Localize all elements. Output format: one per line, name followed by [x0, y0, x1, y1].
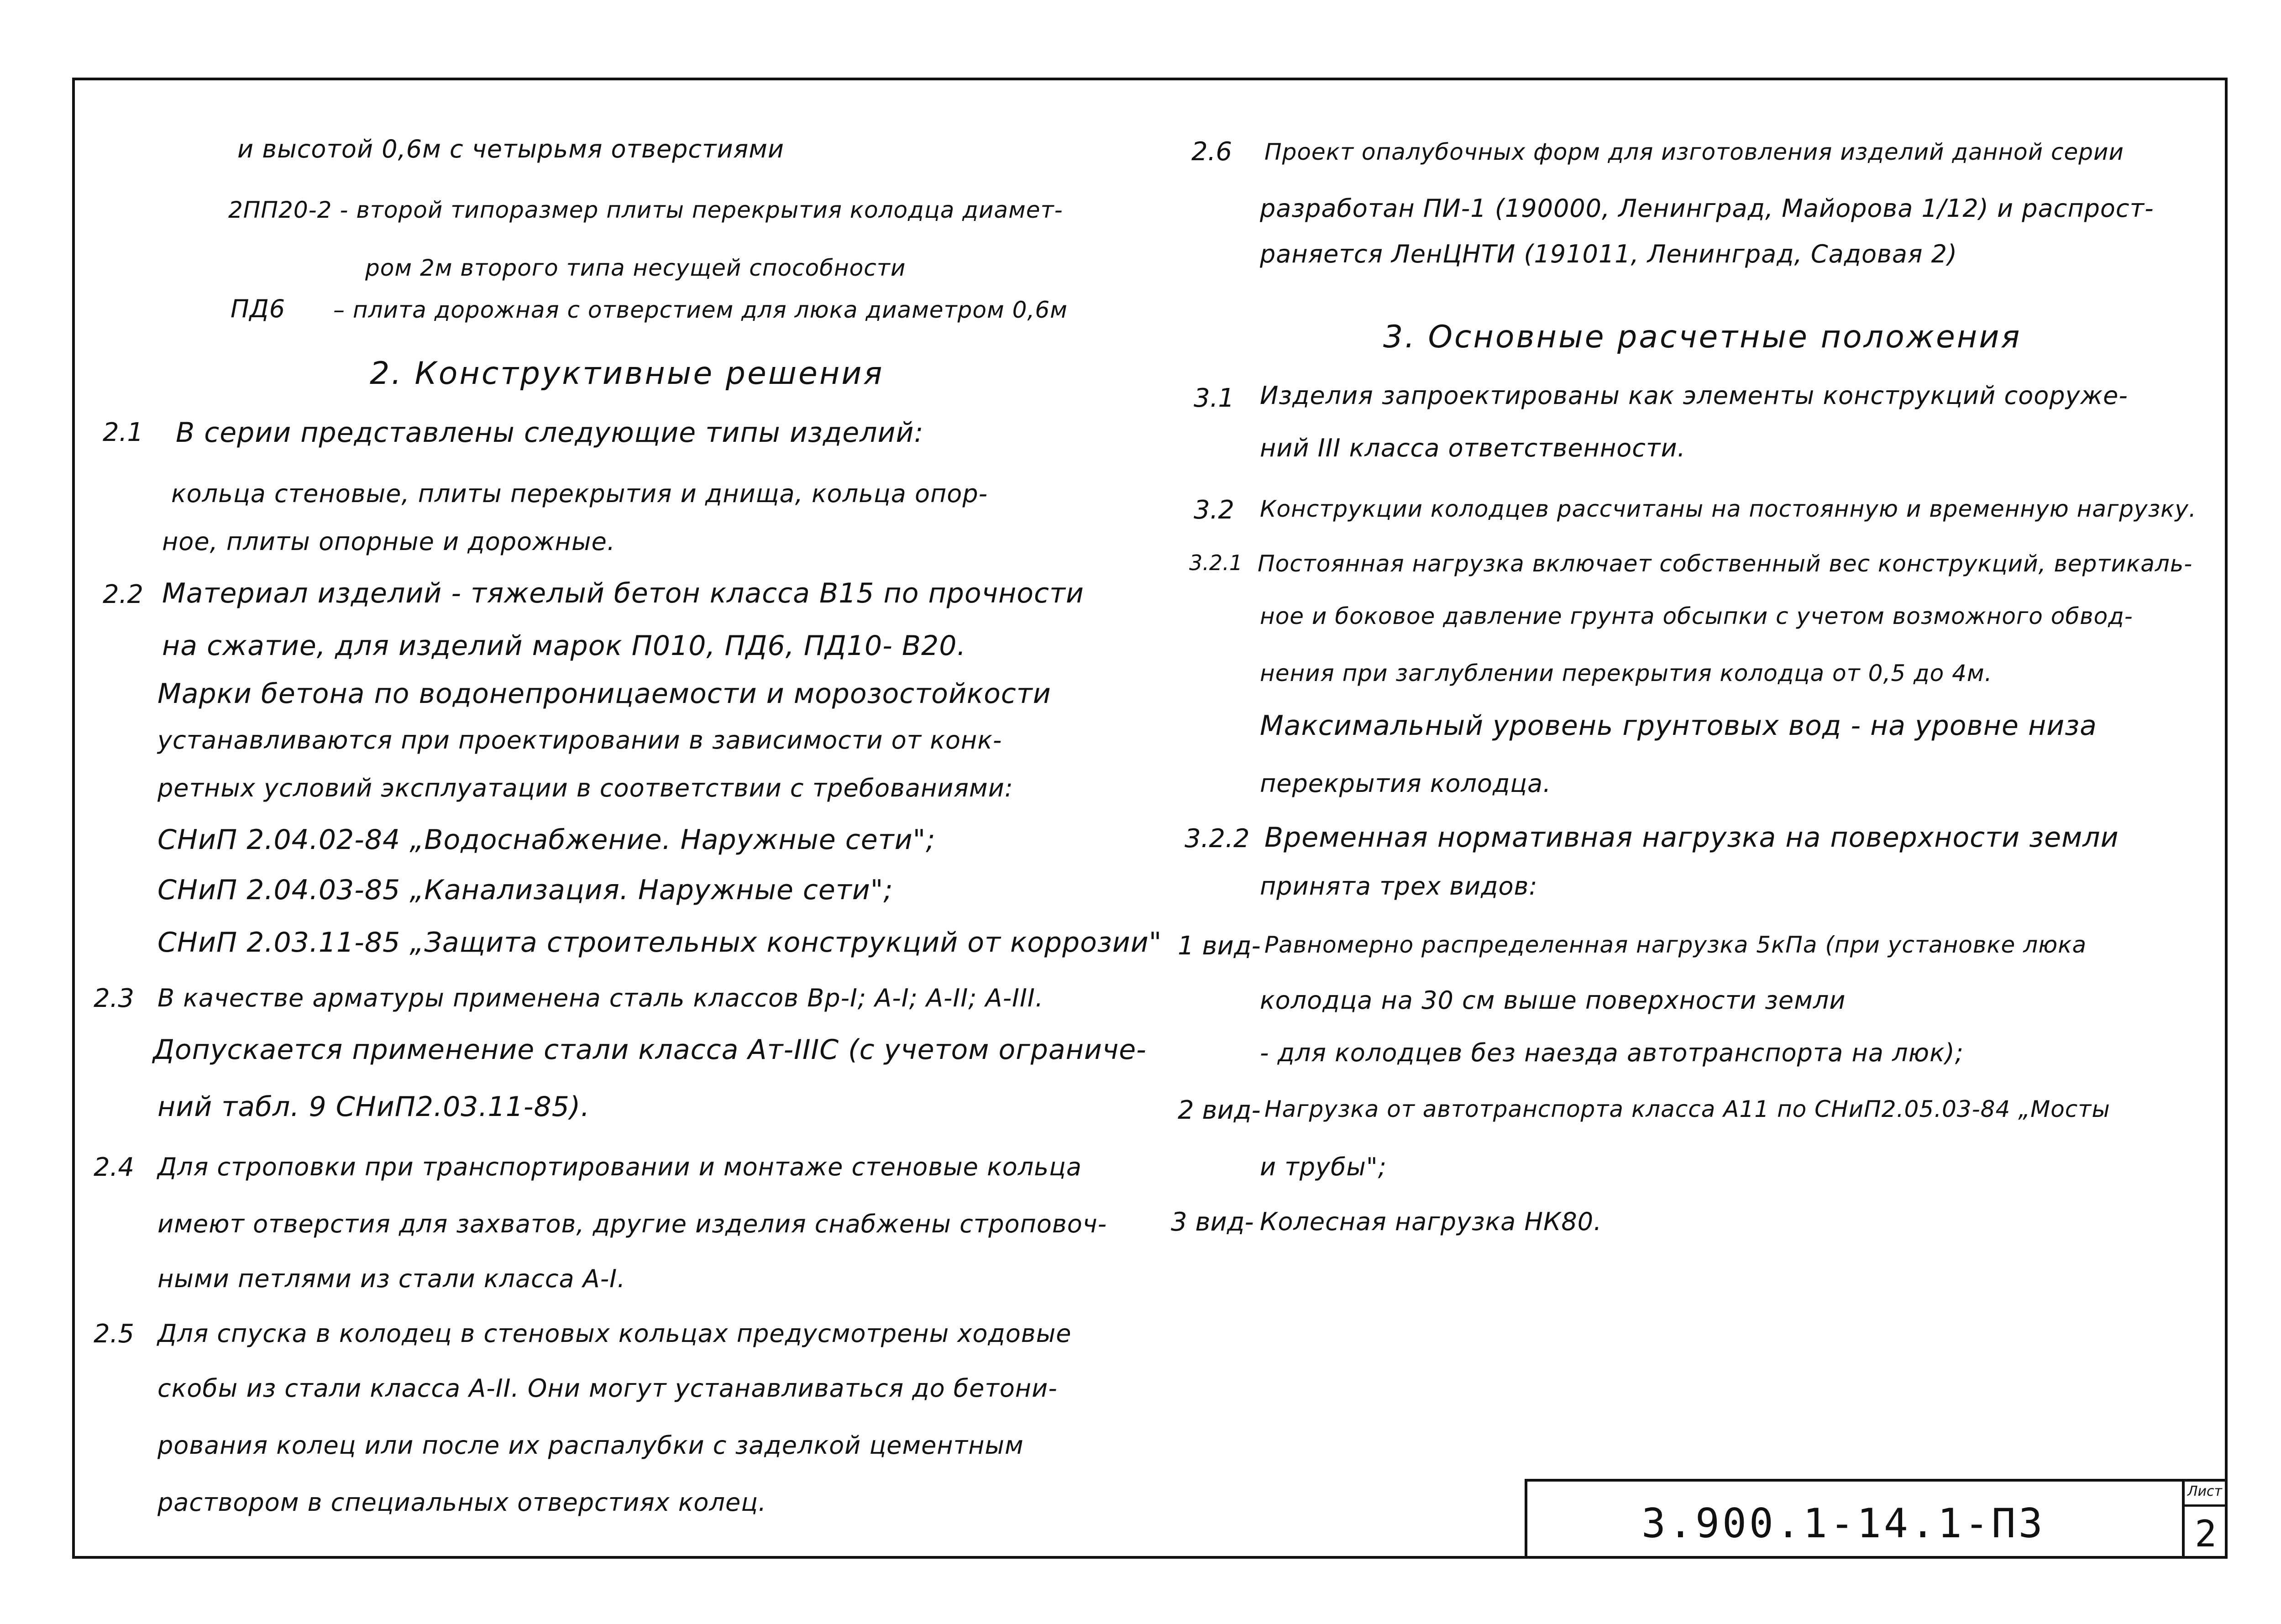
clause-line: - для колодцев без наезда автотранспорта на люк);: [1260, 1038, 1964, 1067]
clause-line: Для спуска в колодец в стеновых кольцах предусмотрены ходовые: [157, 1319, 1072, 1348]
intro-line: и высотой 0,6м с четырьмя отверстиями: [237, 135, 784, 163]
clause-line: Марки бетона по водонепроницаемости и морозостойкости: [157, 678, 1051, 710]
clause-line: Колесная нагрузка НК80.: [1260, 1207, 1602, 1236]
clause-line: Постоянная нагрузка включает собственный вес конструкций, вертикаль-: [1258, 550, 2193, 577]
clause-line: и трубы";: [1260, 1153, 1387, 1181]
clause-line: ретных условий эксплуатации в соответствии с требованиями:: [157, 774, 1013, 802]
clause-line: раствором в специальных отверстиях колец.: [157, 1488, 767, 1517]
sheet-label: Лист: [2187, 1483, 2223, 1499]
clause-line: колодца на 30 см выше поверхности земли: [1260, 986, 1846, 1015]
clause-number: 2.5: [94, 1319, 135, 1349]
clause-line: Материал изделий - тяжелый бетон класса В15 по прочности: [162, 577, 1084, 609]
clause-line: Проект опалубочных форм для изготовления изделий данной серии: [1264, 139, 2124, 165]
clause-line: Изделия запроектированы как элементы конструкций сооруже-: [1260, 381, 2128, 410]
clause-number: 3.2: [1194, 495, 1235, 525]
clause-line: принята трех видов:: [1260, 872, 1538, 901]
clause-line: В качестве арматуры применена сталь классов Вр-I; А-I; А-II; А-III.: [157, 984, 1043, 1012]
clause-line: СНиП 2.04.02-84 „Водоснабжение. Наружные сети";: [157, 824, 936, 856]
clause-line: ний табл. 9 СНиП2.03.11-85).: [157, 1091, 590, 1123]
clause-line: устанавливаются при проектировании в зависимости от конк-: [157, 726, 1002, 754]
document-code: 3.900.1-14.1-ПЗ: [1641, 1500, 2045, 1547]
clause-line: ными петлями из стали класса А-I.: [157, 1264, 626, 1293]
sheet-box: [2182, 1482, 2228, 1559]
clause-line: Допускается применение стали класса Ат-IIIС (с учетом ограниче-: [153, 1034, 1147, 1066]
clause-line: Равномерно распределенная нагрузка 5кПа (при установке люка: [1264, 932, 2087, 958]
clause-line: рования колец или после их распалубки с заделкой цементным: [157, 1431, 1024, 1460]
intro-line: ром 2м второго типа несущей способности: [365, 255, 906, 281]
clause-number: 2.4: [94, 1153, 135, 1182]
clause-number: 2.6: [1191, 137, 1232, 167]
clause-line: нения при заглублении перекрытия колодца от 0,5 до 4м.: [1260, 660, 1993, 686]
clause-line: разработан ПИ-1 (190000, Ленинград, Майорова 1/12) и распрост-: [1260, 194, 2154, 223]
clause-number: 2.1: [103, 418, 144, 447]
clause-line: имеют отверстия для захватов, другие изделия снабжены строповоч-: [157, 1210, 1107, 1238]
clause-line: Нагрузка от автотранспорта класса А11 по СНиП2.05.03-84 „Мосты: [1264, 1096, 2110, 1122]
divider: [2185, 1504, 2228, 1507]
clause-line: ное, плиты опорные и дорожные.: [162, 527, 615, 556]
intro-line: – плита дорожная с отверстием для люка диаметром 0,6м: [333, 297, 1068, 323]
clause-line: Конструкции колодцев рассчитаны на постоянную и временную нагрузку.: [1260, 496, 2197, 522]
clause-line: кольца стеновые, плиты перекрытия и днища, кольца опор-: [171, 479, 988, 508]
clause-line: СНиП 2.04.03-85 „Канализация. Наружные сети";: [157, 874, 893, 906]
clause-line: на сжатие, для изделий марок П010, ПД6, ПД10- В20.: [162, 630, 966, 662]
load-type-label: 2 вид-: [1178, 1095, 1261, 1125]
section-2-title: 2. Конструктивные решения: [370, 356, 884, 392]
clause-line: раняется ЛенЦНТИ (191011, Ленинград, Садовая 2): [1260, 240, 1958, 268]
clause-line: Временная нормативная нагрузка на поверхности земли: [1264, 822, 2119, 854]
product-code: ПД6: [231, 294, 286, 323]
clause-line: Максимальный уровень грунтовых вод - на уровне низа: [1260, 710, 2097, 742]
load-type-label: 3 вид-: [1171, 1207, 1254, 1237]
clause-line: В серии представлены следующие типы изделий:: [176, 417, 924, 449]
clause-number: 2.3: [94, 984, 135, 1013]
clause-number: 2.2: [103, 580, 144, 609]
title-block: [1525, 1479, 2228, 1559]
sheet-number: 2: [2195, 1513, 2217, 1555]
intro-line: 2ПП20-2 - второй типоразмер плиты перекрытия колодца диамет-: [228, 197, 1063, 223]
clause-number: 3.2.2: [1185, 824, 1250, 854]
clause-number: 3.2.1: [1189, 550, 1243, 575]
clause-line: перекрытия колодца.: [1260, 769, 1552, 798]
clause-number: 3.1: [1194, 383, 1235, 413]
load-type-label: 1 вид-: [1178, 931, 1261, 961]
section-3-title: 3. Основные расчетные положения: [1383, 319, 2022, 355]
clause-line: скобы из стали класса А-II. Они могут устанавливаться до бетони-: [157, 1374, 1058, 1403]
clause-line: ное и боковое давление грунта обсыпки с учетом возможного обвод-: [1260, 603, 2133, 629]
clause-line: СНиП 2.03.11-85 „Защита строительных конструкций от коррозии": [157, 927, 1162, 959]
clause-line: Для строповки при транспортировании и монтаже стеновые кольца: [157, 1153, 1082, 1181]
clause-line: ний III класса ответственности.: [1260, 434, 1686, 462]
